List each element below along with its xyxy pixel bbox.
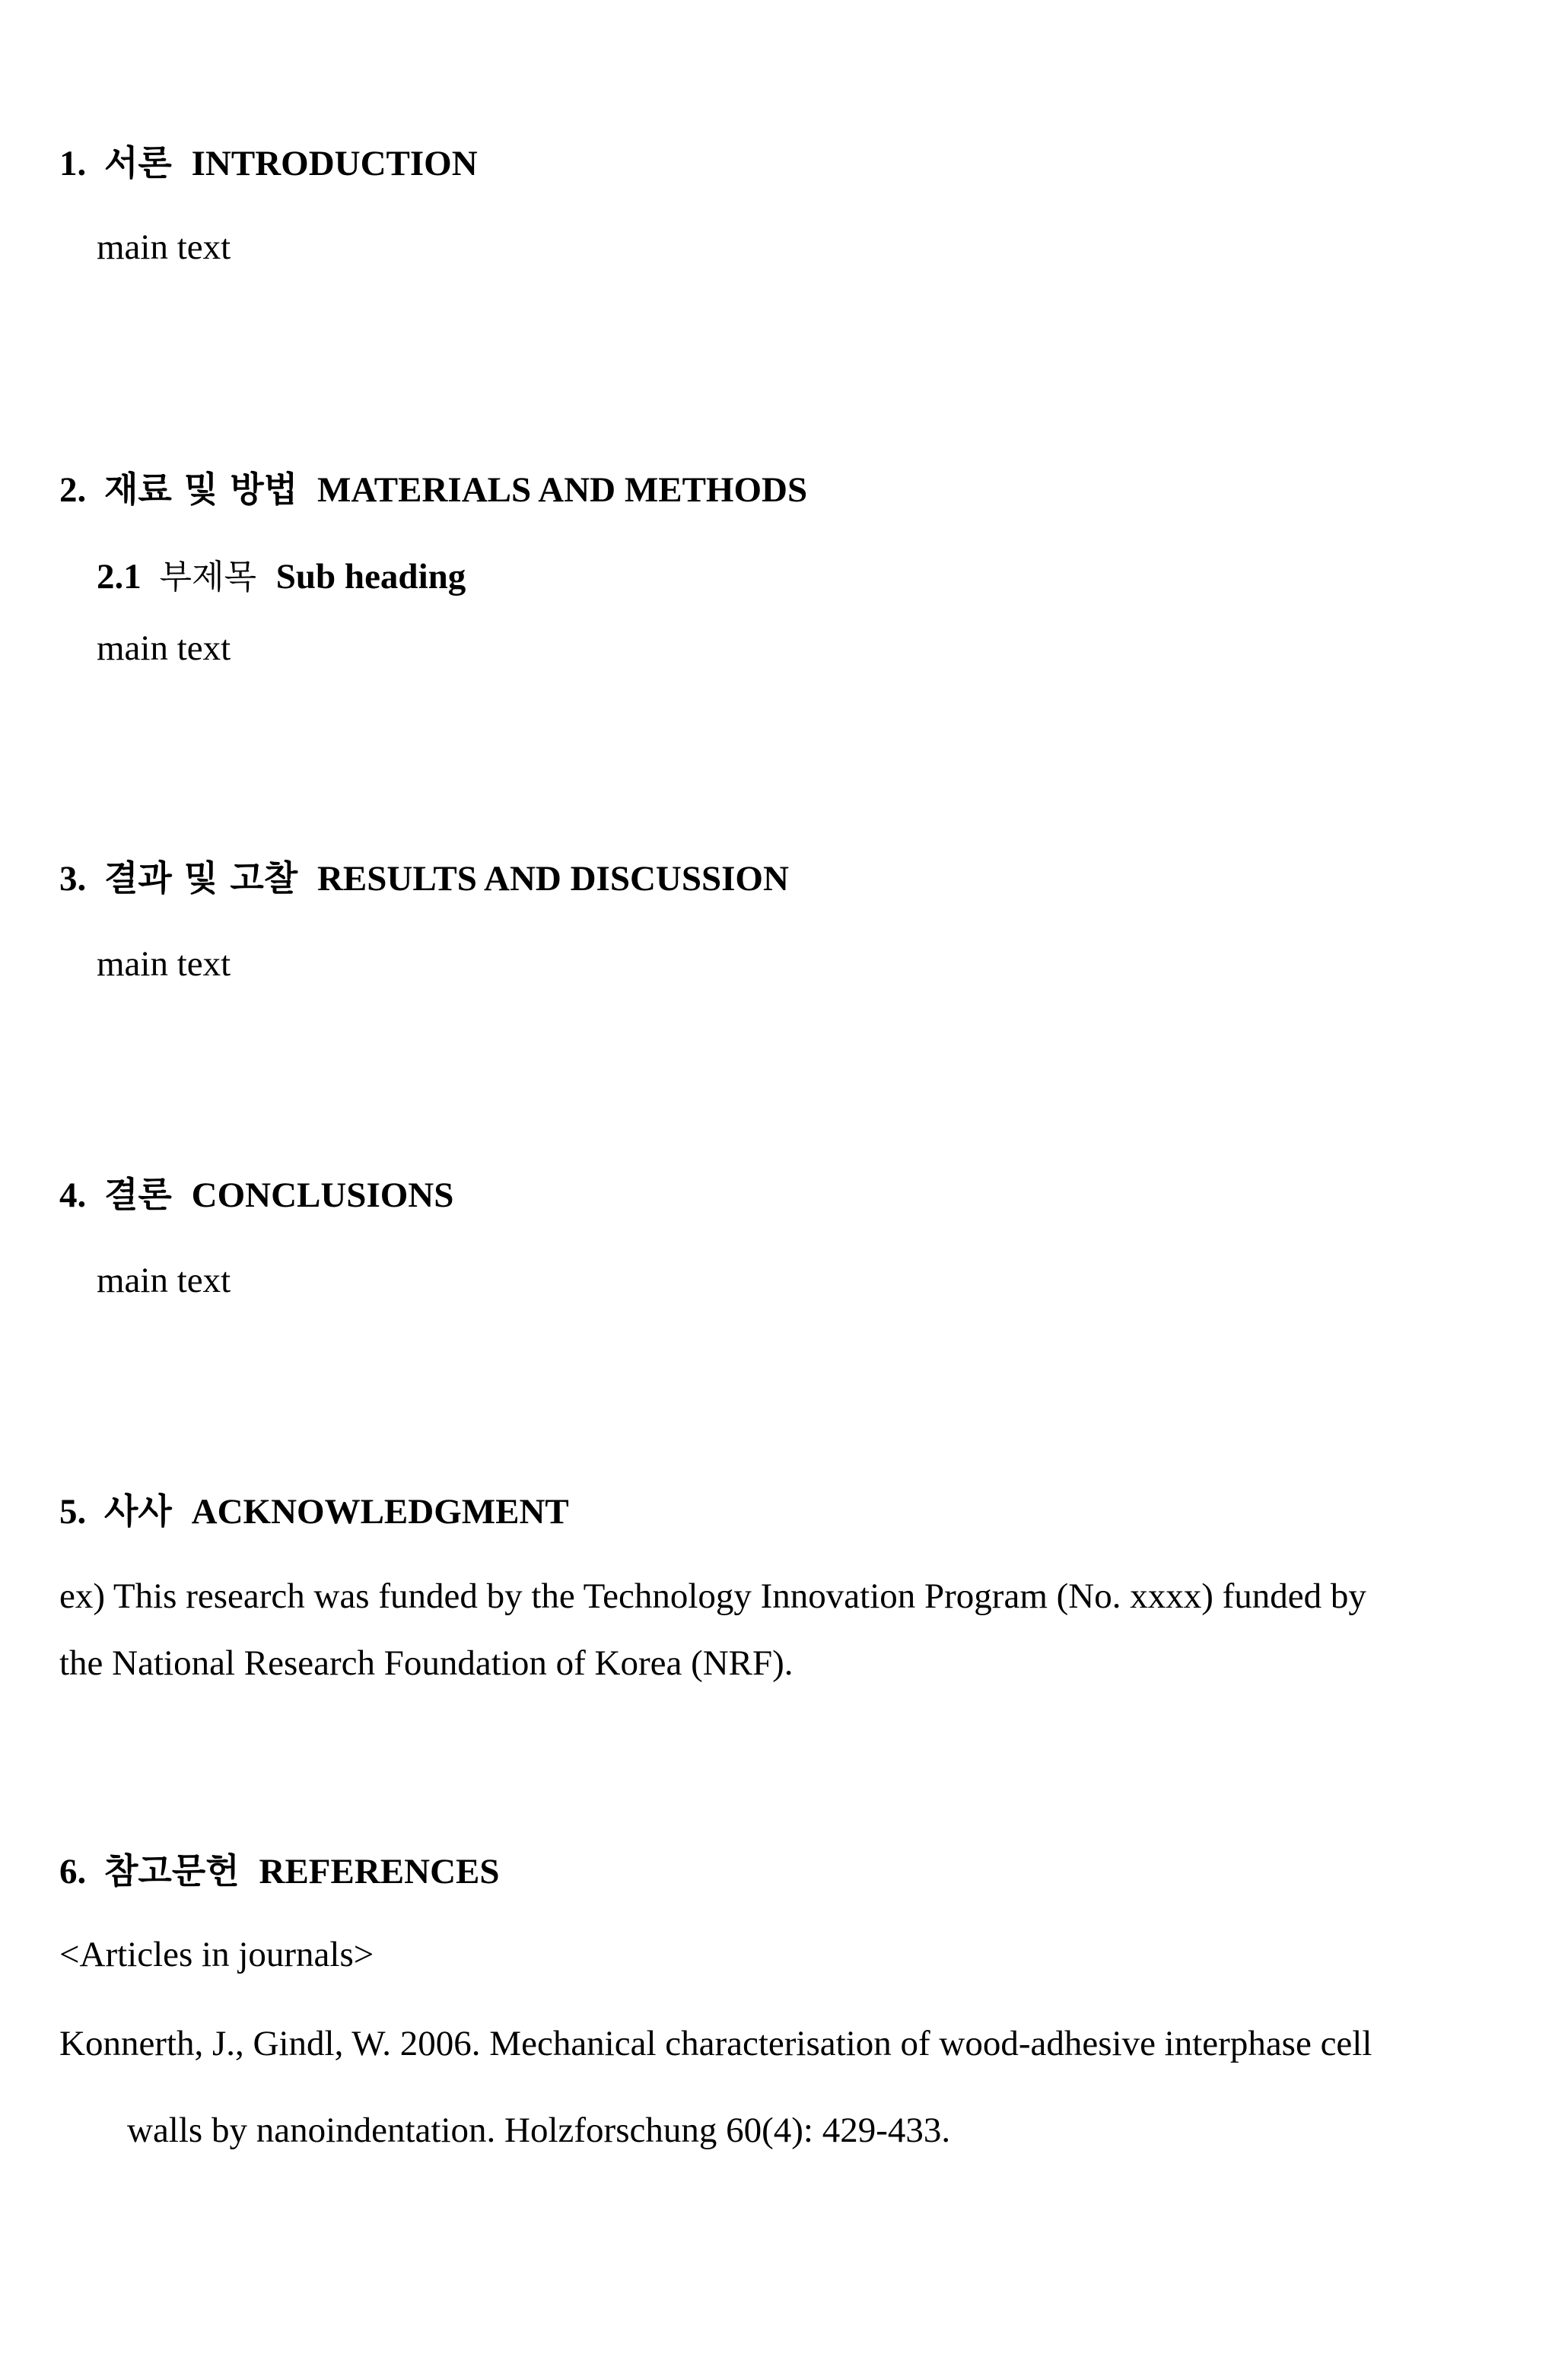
section-heading-introduction bbox=[59, 142, 478, 183]
acknowledgment-text-line: ex) This research was funded by the Technology Innovation Program (No. xxxx) funded by bbox=[59, 1576, 1366, 1616]
section-heading-conclusions bbox=[59, 1174, 454, 1215]
section-title-korean: 참고문헌 bbox=[104, 1850, 240, 1891]
subsection-number: 2.1 bbox=[97, 557, 142, 596]
section-number: 4. bbox=[59, 1175, 87, 1215]
subsection-heading bbox=[97, 559, 466, 595]
section-heading-materials-methods bbox=[59, 469, 808, 510]
section-title-english: INTRODUCTION bbox=[191, 144, 478, 183]
section-main-text: main text bbox=[97, 944, 231, 984]
section-number: 6. bbox=[59, 1852, 87, 1891]
section-title-english: RESULTS AND DISCUSSION bbox=[316, 859, 789, 899]
section-main-text: main text bbox=[97, 1261, 231, 1300]
section-title-korean: 결론 bbox=[104, 1174, 172, 1215]
section-number: 3. bbox=[59, 859, 87, 899]
section-number: 5. bbox=[59, 1492, 87, 1532]
section-heading-results-discussion bbox=[59, 857, 789, 899]
reference-entry-line: Konnerth, J., Gindl, W. 2006. Mechanical characterisation of wood-adhesive interphase cell bbox=[59, 2024, 1372, 2063]
section-title-korean: 사사 bbox=[104, 1490, 172, 1532]
section-main-text: main text bbox=[97, 227, 231, 267]
section-title-english: MATERIALS AND METHODS bbox=[316, 470, 808, 510]
reference-entry-line: walls by nanoindentation. Holzforschung 60(4): 429-433. bbox=[127, 2111, 951, 2150]
acknowledgment-text-line: the National Research Foundation of Korea (NRF). bbox=[59, 1643, 794, 1683]
section-title-english: ACKNOWLEDGMENT bbox=[191, 1492, 569, 1532]
section-title-english: REFERENCES bbox=[259, 1852, 500, 1891]
section-main-text: main text bbox=[97, 628, 231, 668]
section-title-english: CONCLUSIONS bbox=[191, 1175, 454, 1215]
subsection-title-english: Sub heading bbox=[275, 557, 466, 596]
reference-category: <Articles in journals> bbox=[59, 1935, 374, 1974]
section-title-korean: 재료 및 방법 bbox=[104, 469, 298, 510]
section-title-korean: 서론 bbox=[104, 142, 172, 183]
subsection-title-korean: 부제목 bbox=[159, 558, 257, 596]
section-heading-references bbox=[59, 1850, 500, 1891]
section-heading-acknowledgment bbox=[59, 1490, 569, 1532]
section-number: 1. bbox=[59, 144, 87, 183]
section-number: 2. bbox=[59, 470, 87, 510]
section-title-korean: 결과 및 고찰 bbox=[104, 857, 298, 899]
